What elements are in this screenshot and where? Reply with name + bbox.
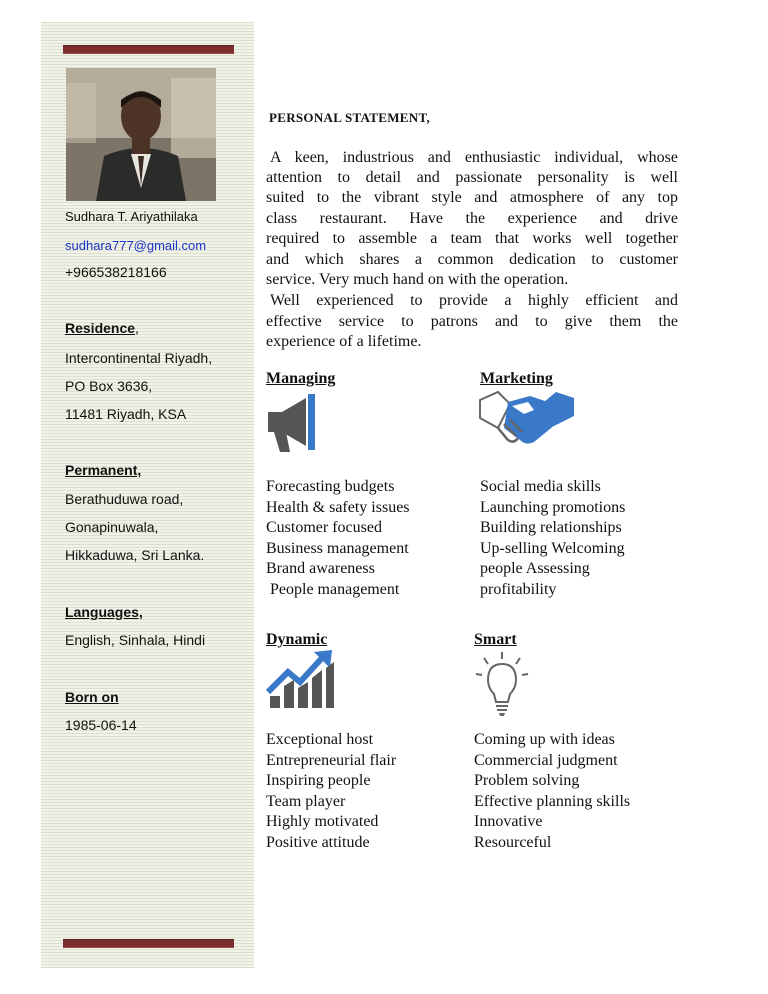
residence-line: PO Box 3636, xyxy=(65,378,153,394)
permanent-heading: Permanent, xyxy=(65,462,142,478)
languages-value: English, Sinhala, Hindi xyxy=(65,632,206,648)
residence-heading xyxy=(65,319,139,337)
megaphone-icon xyxy=(266,390,330,461)
marketing-list xyxy=(480,477,625,600)
list-item: Launching promotions xyxy=(480,498,626,516)
statement-line: required to assemble a team that works well together xyxy=(266,230,678,247)
growth-chart-icon xyxy=(266,648,338,715)
managing-title: Managing xyxy=(266,370,336,387)
permanent-line: Gonapinuwala, xyxy=(65,519,159,535)
statement-line: suited to the vibrant style and atmosphere of any top xyxy=(266,189,678,206)
statement-line: and which shares a common dedication to customer xyxy=(266,251,678,268)
email-link[interactable]: sudhara777@gmail.com xyxy=(65,238,207,253)
list-item: Exceptional host xyxy=(266,731,374,748)
residence-suffix: , xyxy=(135,320,139,336)
smart-list xyxy=(474,730,630,853)
list-item: Innovative xyxy=(474,813,543,830)
list-item: Problem solving xyxy=(474,772,580,789)
list-item: Customer focused xyxy=(266,519,382,536)
lightbulb-icon xyxy=(472,650,532,723)
list-item: Health & safety issues xyxy=(266,498,410,516)
managing-list xyxy=(266,477,410,600)
list-item: Positive attitude xyxy=(266,833,370,851)
profile-photo xyxy=(66,68,216,201)
statement-line: class restaurant. Have the experience and drive xyxy=(266,210,678,227)
list-item: people Assessing xyxy=(480,560,590,577)
statement-line: A keen, industrious and enthusiastic individual, whose xyxy=(270,149,678,166)
list-item: Coming up with ideas xyxy=(474,731,615,748)
marketing-title: Marketing xyxy=(480,370,553,387)
candidate-name: Sudhara T. Ariyathilaka xyxy=(65,209,198,224)
list-item: Entrepreneurial flair xyxy=(266,751,397,769)
permanent-line: Berathuduwa road, xyxy=(65,491,184,507)
statement-line: effective service to patrons and to give them the xyxy=(266,313,678,330)
residence-line: 11481 Riyadh, KSA xyxy=(65,406,187,422)
list-item: Forecasting budgets xyxy=(266,478,395,495)
residence-line: Intercontinental Riyadh, xyxy=(65,350,213,366)
list-item: Team player xyxy=(266,792,346,810)
handshake-icon xyxy=(478,388,576,455)
permanent-line: Hikkaduwa, Sri Lanka. xyxy=(65,547,205,563)
dynamic-list xyxy=(266,730,396,853)
list-item: Business management xyxy=(266,539,409,557)
born-value: 1985-06-14 xyxy=(65,717,137,733)
languages-heading: Languages, xyxy=(65,604,143,620)
statement-line: experience of a lifetime. xyxy=(266,333,422,350)
list-item: Effective planning skills xyxy=(474,792,631,810)
list-item: Highly motivated xyxy=(266,813,379,830)
phone-number: +966538218166 xyxy=(65,264,167,280)
list-item: profitability xyxy=(480,580,557,598)
statement-line: attention to detail and passionate personality is well xyxy=(266,169,678,186)
list-item: Inspiring people xyxy=(266,772,371,789)
dynamic-title: Dynamic xyxy=(266,631,328,648)
list-item: People management xyxy=(266,580,400,598)
born-heading: Born on xyxy=(65,689,119,705)
list-item: Social media skills xyxy=(480,478,601,495)
list-item: Brand awareness xyxy=(266,560,375,577)
list-item: Resourceful xyxy=(474,833,552,851)
list-item: Up-selling Welcoming xyxy=(480,539,625,557)
residence-label: Residence xyxy=(65,320,136,336)
list-item: Building relationships xyxy=(480,519,622,536)
top-divider xyxy=(63,45,234,54)
statement-title: PERSONAL STATEMENT, xyxy=(269,110,431,125)
statement-line: service. Very much hand on with the operation. xyxy=(266,271,569,288)
statement-line: Well experienced to provide a highly efficient and xyxy=(270,292,678,309)
smart-title: Smart xyxy=(474,631,517,648)
list-item: Commercial judgment xyxy=(474,751,618,769)
bottom-divider xyxy=(63,939,234,948)
